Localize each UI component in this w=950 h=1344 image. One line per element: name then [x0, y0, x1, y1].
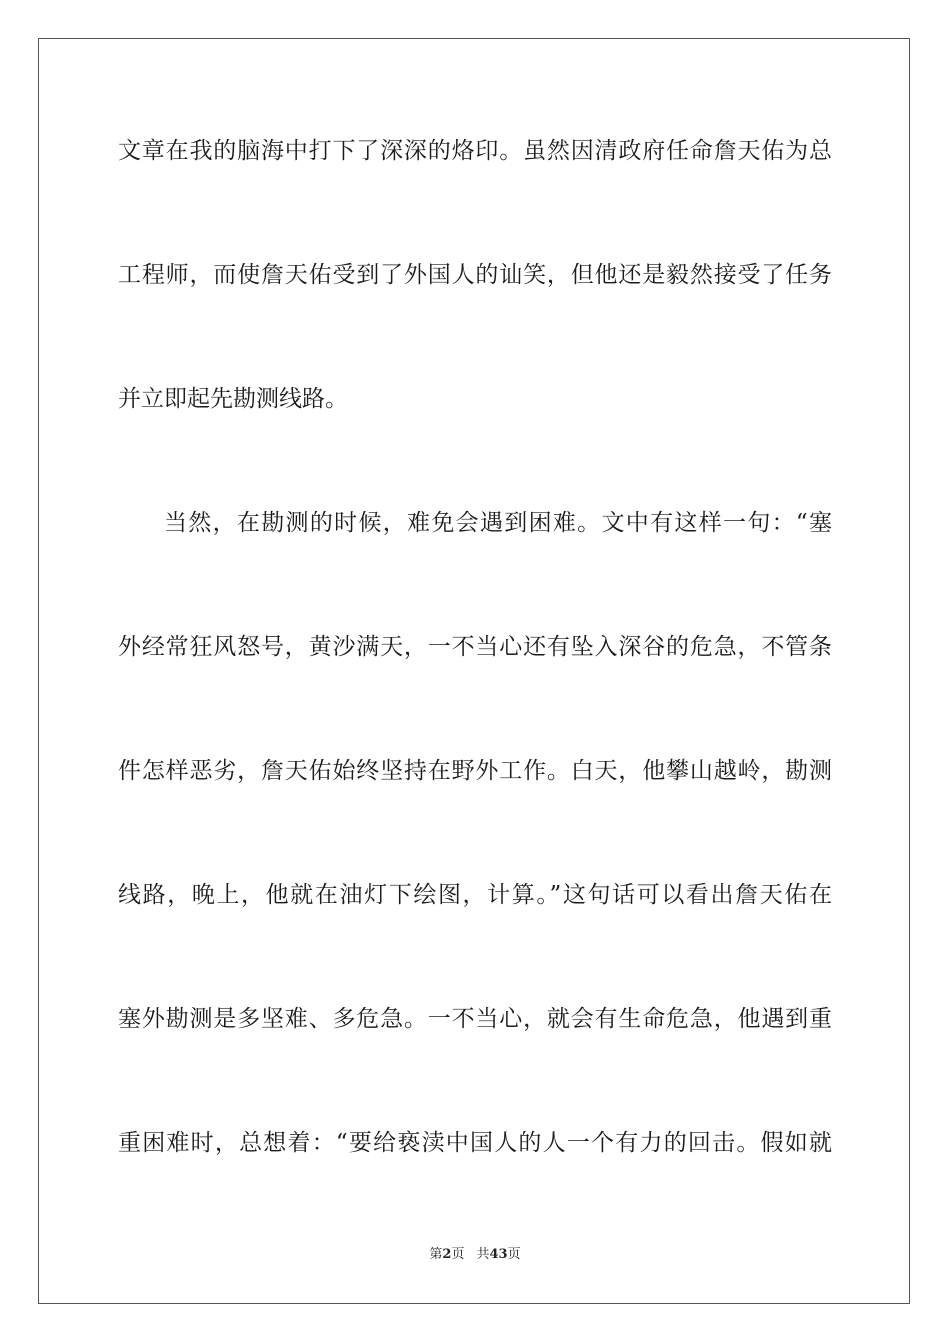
paragraph-line-8: 塞外勘测是多坚难、多危急。一不当心，就会有生命危急，他遇到重: [118, 1006, 832, 1032]
footer-page-number: 2: [442, 1247, 452, 1262]
paragraph-line-7: 线路，晚上，他就在油灯下绘图，计算。”这句话可以看出詹天佑在: [118, 882, 832, 908]
paragraph-line-6: 件怎样恶劣，詹天佑始终坚持在野外工作。白天，他攀山越岭，勘测: [118, 758, 832, 784]
paragraph-line-1: 文章在我的脑海中打下了深深的烙印。虽然因清政府任命詹天佑为总: [118, 138, 832, 164]
paragraph-line-5: 外经常狂风怒号，黄沙满天，一不当心还有坠入深谷的危急，不管条: [118, 634, 832, 660]
footer-total-pages: 43: [489, 1247, 508, 1262]
page-frame: [38, 38, 910, 1304]
page-footer: [0, 1246, 950, 1264]
paragraph-line-2: 工程师，而使詹天佑受到了外国人的讪笑，但他还是毅然接受了任务: [118, 262, 832, 288]
footer-page-prefix: 第: [429, 1247, 443, 1262]
paragraph-line-4: 当然，在勘测的时候，难免会遇到困难。文中有这样一句：“塞: [164, 510, 832, 536]
footer-total-prefix: 共: [476, 1247, 490, 1262]
paragraph-line-3: 并立即起先勘测线路。: [118, 386, 348, 412]
footer-page-suffix: 页: [451, 1247, 465, 1262]
paragraph-line-9: 重困难时，总想着：“要给亵渎中国人的人一个有力的回击。假如就: [118, 1130, 832, 1156]
footer-total-suffix: 页: [507, 1247, 521, 1262]
